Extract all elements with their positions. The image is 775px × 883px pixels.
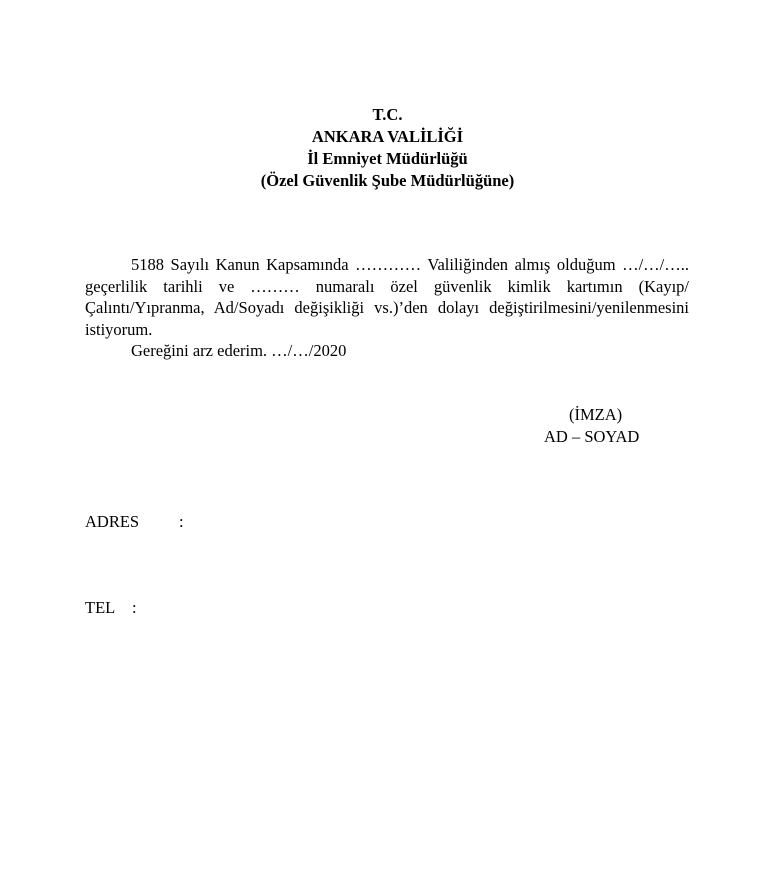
address-field — [85, 511, 184, 533]
tel-field — [85, 597, 137, 619]
address-label: ADRES — [85, 512, 140, 531]
petition-closing: Gereğini arz ederim. …/…/2020 — [131, 341, 347, 360]
header-branch: (Özel Güvenlik Şube Müdürlüğüne) — [260, 171, 515, 190]
petition-body — [85, 254, 689, 362]
header-directorate: İl Emniyet Müdürlüğü — [307, 149, 468, 168]
document-header — [0, 104, 775, 192]
petition-paragraph: 5188 Sayılı Kanun Kapsamında ………… Valiliğinden almış olduğum …/…/….. geçerlilik tarihli ve ……… numaralı özel güvenlik kimlik kartımın (Kayıp/Çalıntı/Yıpranma, Ad/Soyadı değişikliği vs.)’den dolayı değiştirilmesini/yenilenmesini istiyorum. — [85, 255, 689, 339]
signature-label: (İMZA) — [569, 405, 623, 424]
address-colon: : — [179, 512, 184, 531]
tel-colon: : — [132, 598, 137, 617]
tel-label: TEL — [85, 598, 116, 617]
header-country: T.C. — [372, 105, 403, 124]
signature-name: AD – SOYAD — [544, 427, 640, 446]
header-governorship: ANKARA VALİLİĞİ — [311, 127, 464, 146]
